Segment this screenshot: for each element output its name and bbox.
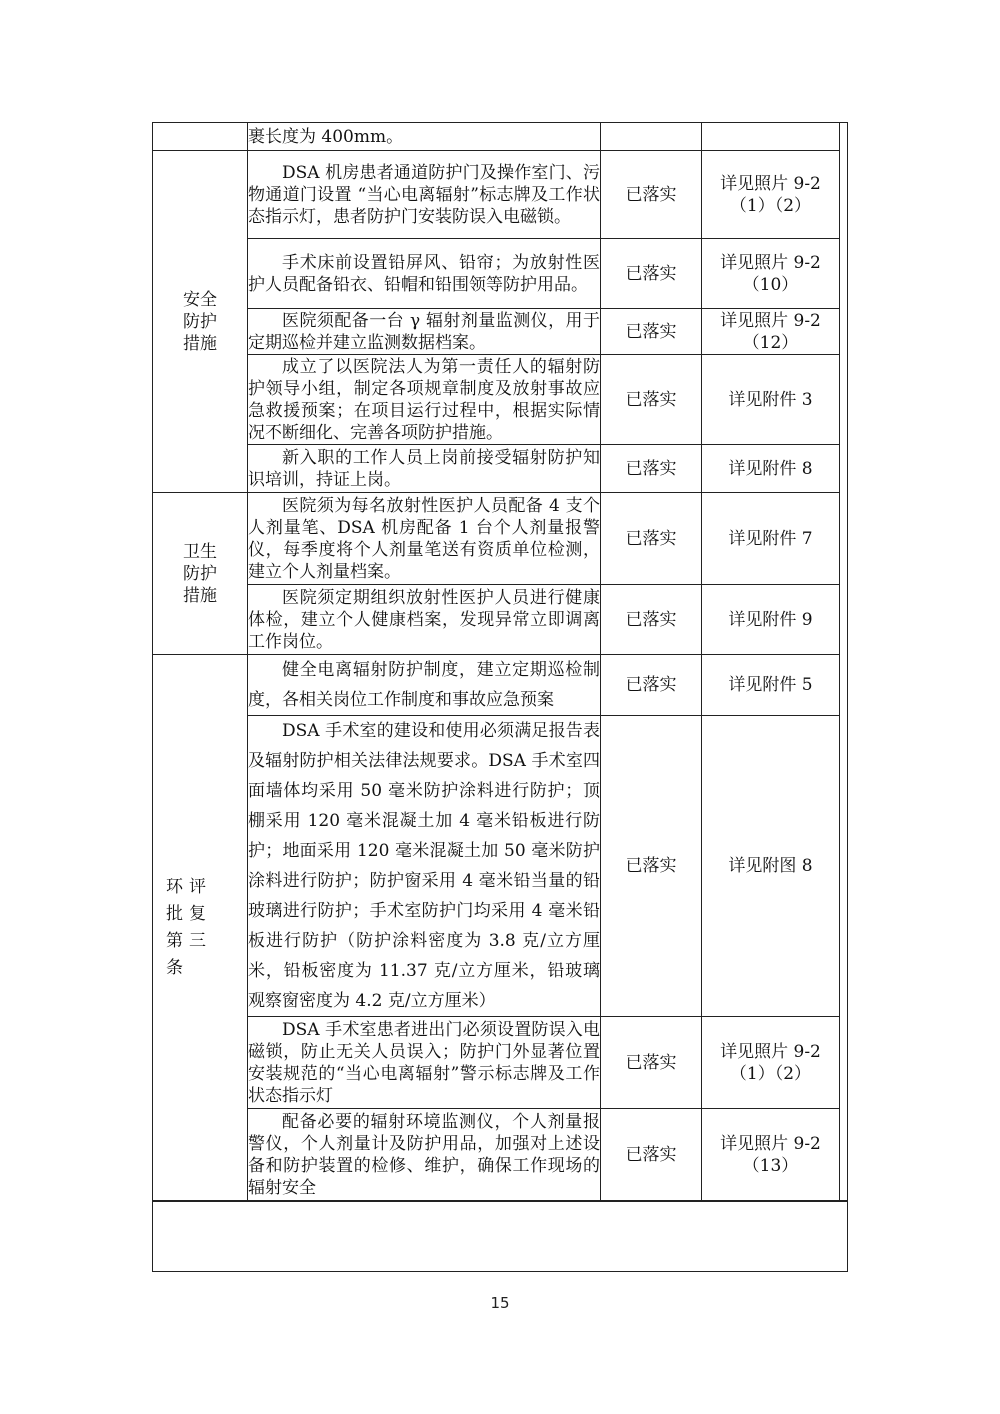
table-row (153, 355, 840, 445)
category-cell-safety (153, 151, 248, 493)
requirement-cell: 医院须为每名放射性医护人员配备 4 支个人剂量笔、DSA 机房配备 1 台个人剂量报警仪，每季度将个人剂量笔送有资质单位检测，建立个人剂量档案。 (248, 493, 601, 585)
reference-cell: 详见附件 3 (702, 355, 840, 445)
status-cell: 已落实 (601, 1109, 702, 1201)
category-label: 卫生防护措施 (182, 541, 217, 606)
table-row (153, 1109, 840, 1201)
table-bottom-rule (152, 1200, 848, 1202)
status-cell: 已落实 (601, 151, 702, 239)
table-row (153, 655, 840, 716)
reference-cell: 详见附件 9 (702, 585, 840, 655)
requirement-cell: 手术床前设置铅屏风、铅帘；为放射性医护人员配备铅衣、铅帽和铅围领等防护用品。 (248, 239, 601, 309)
table-row (153, 716, 840, 1017)
table-row (153, 151, 840, 239)
category-cell-health (153, 493, 248, 655)
reference-cell: 详见照片 9-2（10） (702, 239, 840, 309)
reference-cell: 详见附件 7 (702, 493, 840, 585)
requirement-cell: 医院须定期组织放射性医护人员进行健康体检，建立个人健康档案，发现异常立即调离工作岗位。 (248, 585, 601, 655)
reference-cell: 详见照片 9-2（12） (702, 309, 840, 355)
requirement-cell: DSA 机房患者通道防护门及操作室门、污物通道门设置 “当心电离辐射”标志牌及工作状态指示灯，患者防护门安装防误入电磁锁。 (248, 151, 601, 239)
reference-cell: 详见附件 8 (702, 445, 840, 493)
requirement-cell: 健全电离辐射防护制度，建立定期巡检制度，各相关岗位工作制度和事故应急预案 (248, 655, 601, 716)
requirement-cell: 新入职的工作人员上岗前接受辐射防护知识培训，持证上岗。 (248, 445, 601, 493)
requirement-cell: 医院须配备一台 γ 辐射剂量监测仪，用于定期巡检并建立监测数据档案。 (248, 310, 600, 353)
status-cell: 已落实 (601, 239, 702, 309)
category-cell-approval (153, 655, 248, 1201)
reference-cell: 详见附件 5 (702, 655, 840, 716)
reference-cell (702, 123, 840, 151)
requirement-cell: 配备必要的辐射环境监测仪，个人剂量报警仪，个人剂量计及防护用品，加强对上述设备和防护装置的检修、维护，确保工作现场的辐射安全 (248, 1109, 601, 1201)
status-cell: 已落实 (601, 355, 702, 445)
compliance-table (152, 122, 840, 1201)
requirement-cell: DSA 手术室患者进出门必须设置防误入电磁锁，防止无关人员误入；防护门外显著位置安装规范的“当心电离辐射”警示标志牌及工作状态指示灯 (248, 1017, 601, 1109)
table-row (153, 445, 840, 493)
table-row (153, 493, 840, 585)
table-row (153, 585, 840, 655)
category-cell-empty (153, 123, 248, 151)
status-cell: 已落实 (601, 445, 702, 493)
status-cell: 已落实 (601, 655, 702, 716)
requirement-cell: DSA 手术室的建设和使用必须满足报告表及辐射防护相关法律法规要求。DSA 手术室四面墙体均采用 50 毫米防护涂料进行防护；顶棚采用 120 毫米混凝土加 4 毫米铅板进行防护；地面采用 120 毫米混凝土加 50 毫米防护涂料进行防护；防护窗采用 4 毫米铅当量的铅玻璃进行防护；手术室防护门均采用 4 毫米铅板进行防护（防护涂料密度为 3.8 克/立方厘米，铅板密度为 11.37 克/立方厘米，铅玻璃观察窗密度为 4.2 克/立方厘米） (248, 716, 601, 1017)
requirement-cell: 成立了以医院法人为第一责任人的辐射防护领导小组，制定各项规章制度及放射事故应急救援预案；在项目运行过程中，根据实际情况不断细化、完善各项防护措施。 (248, 356, 600, 443)
status-cell: 已落实 (601, 585, 702, 655)
reference-cell: 详见照片 9-2（13） (702, 1109, 840, 1201)
page-number: 15 (490, 1294, 510, 1312)
table-row (153, 1017, 840, 1109)
category-label: 安全防护措施 (182, 289, 217, 354)
requirement-cell: 裹长度为 400mm。 (248, 123, 601, 151)
table-row (153, 239, 840, 309)
status-cell (601, 123, 702, 151)
reference-cell: 详见照片 9-2（1）（2） (702, 151, 840, 239)
status-cell: 已落实 (601, 493, 702, 585)
reference-cell: 详见附图 8 (702, 716, 840, 1017)
status-cell: 已落实 (601, 1017, 702, 1109)
status-cell: 已落实 (601, 309, 702, 355)
table-row (153, 309, 840, 355)
status-cell: 已落实 (601, 716, 702, 1017)
category-label: 环评批复第三条 (166, 876, 212, 978)
reference-cell: 详见照片 9-2（1）（2） (702, 1017, 840, 1109)
table-row (153, 123, 840, 151)
